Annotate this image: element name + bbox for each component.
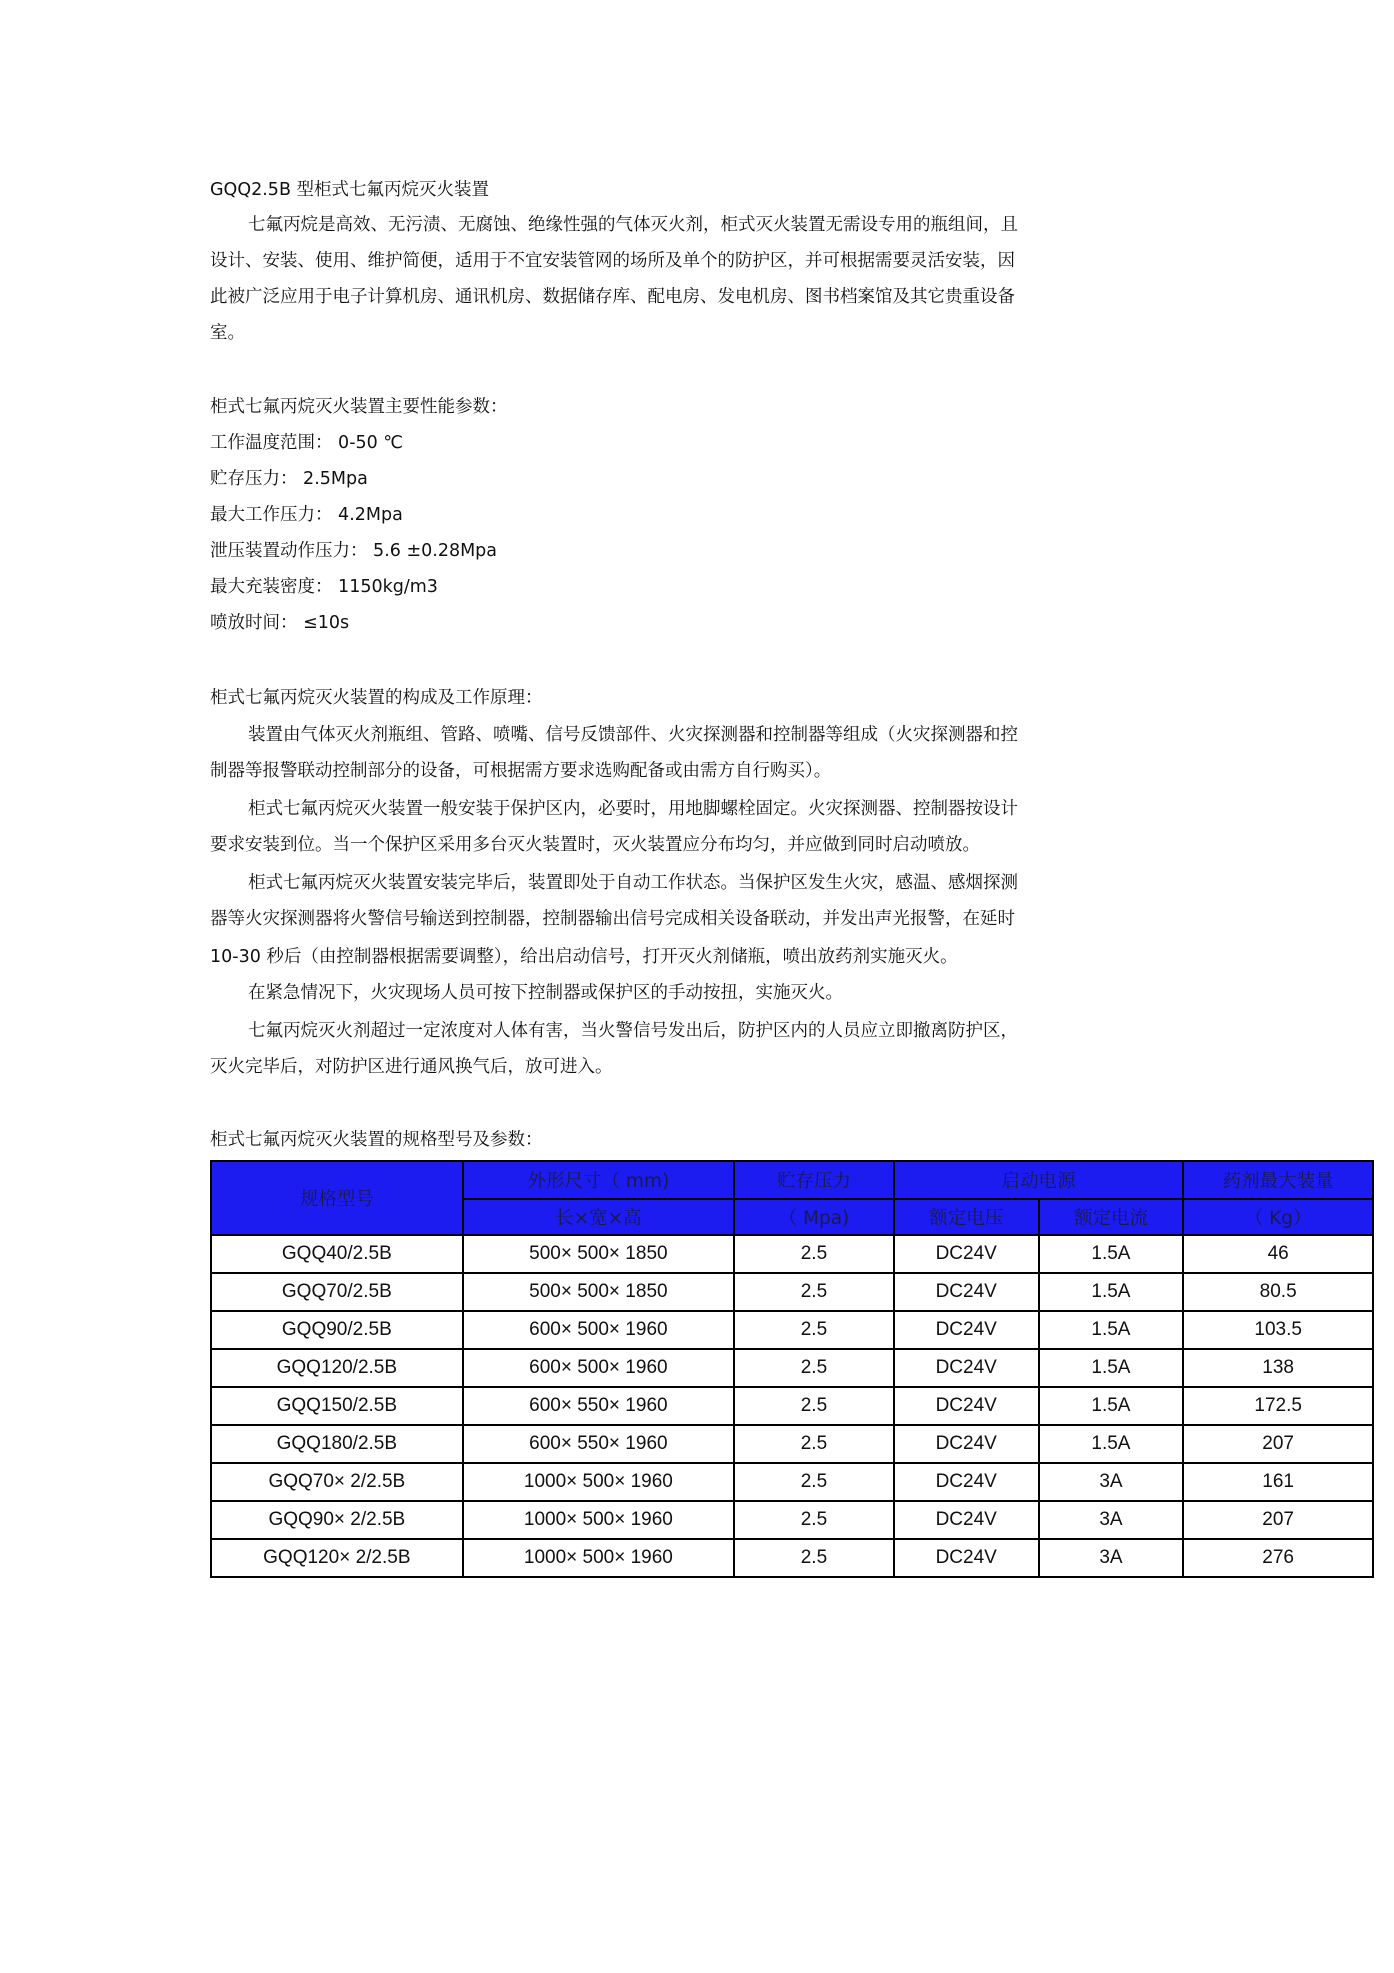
cell-pressure: 2.5 — [734, 1273, 894, 1311]
table-row — [211, 1349, 1373, 1387]
principle-line: 柜式七氟丙烷灭火装置安装完毕后，装置即处于自动工作状态。当保护区发生火灾，感温、感烟探测 — [248, 873, 1018, 893]
cell-current: 1.5A — [1039, 1273, 1184, 1311]
cell-model: GQQ70× 2/2.5B — [211, 1463, 463, 1501]
principle-line: 灭火完毕后，对防护区进行通风换气后，放可进入。 — [210, 1057, 613, 1077]
table-row — [211, 1501, 1373, 1539]
cell-size: 1000× 500× 1960 — [463, 1501, 734, 1539]
cell-size: 600× 500× 1960 — [463, 1311, 734, 1349]
principle-line: 在紧急情况下，火灾现场人员可按下控制器或保护区的手动按扭，实施灭火。 — [248, 983, 843, 1003]
cell-capacity: 80.5 — [1183, 1273, 1373, 1311]
cell-model: GQQ180/2.5B — [211, 1425, 463, 1463]
cell-current: 1.5A — [1039, 1425, 1184, 1463]
cell-size: 1000× 500× 1960 — [463, 1463, 734, 1501]
cell-current: 3A — [1039, 1501, 1184, 1539]
param-line: 工作温度范围： 0-50 ℃ — [210, 433, 403, 453]
header-pressure-unit: （ Mpa) — [734, 1199, 894, 1235]
table-header-row — [211, 1161, 1373, 1199]
cell-voltage: DC24V — [894, 1273, 1039, 1311]
cell-model: GQQ120/2.5B — [211, 1349, 463, 1387]
header-capacity-unit: （ Kg） — [1183, 1199, 1373, 1235]
cell-current: 1.5A — [1039, 1311, 1184, 1349]
document-title: GQQ2.5B 型柜式七氟丙烷灭火装置 — [210, 180, 490, 200]
param-line: 贮存压力： 2.5Mpa — [210, 469, 368, 489]
cell-pressure: 2.5 — [734, 1349, 894, 1387]
table-row — [211, 1273, 1373, 1311]
table-heading: 柜式七氟丙烷灭火装置的规格型号及参数： — [210, 1130, 543, 1150]
cell-current: 1.5A — [1039, 1387, 1184, 1425]
cell-voltage: DC24V — [894, 1235, 1039, 1273]
cell-capacity: 161 — [1183, 1463, 1373, 1501]
table-row — [211, 1425, 1373, 1463]
cell-voltage: DC24V — [894, 1425, 1039, 1463]
cell-capacity: 138 — [1183, 1349, 1373, 1387]
intro-line: 室。 — [210, 323, 245, 343]
header-current: 额定电流 — [1039, 1199, 1184, 1235]
table-row — [211, 1463, 1373, 1501]
cell-voltage: DC24V — [894, 1539, 1039, 1577]
cell-capacity: 207 — [1183, 1501, 1373, 1539]
cell-size: 500× 500× 1850 — [463, 1273, 734, 1311]
param-line: 喷放时间： ≤10s — [210, 613, 350, 633]
principle-line: 10-30 秒后（由控制器根据需要调整），给出启动信号，打开灭火剂储瓶，喷出放药剂实施灭火。 — [210, 947, 958, 967]
header-model: 规格型号 — [211, 1161, 463, 1235]
cell-model: GQQ120× 2/2.5B — [211, 1539, 463, 1577]
cell-voltage: DC24V — [894, 1463, 1039, 1501]
principle-heading: 柜式七氟丙烷灭火装置的构成及工作原理： — [210, 688, 543, 708]
cell-pressure: 2.5 — [734, 1311, 894, 1349]
cell-model: GQQ90/2.5B — [211, 1311, 463, 1349]
params-heading: 柜式七氟丙烷灭火装置主要性能参数： — [210, 397, 508, 417]
cell-current: 3A — [1039, 1539, 1184, 1577]
principle-line: 器等火灾探测器将火警信号输送到控制器，控制器输出信号完成相关设备联动，并发出声光报警，在延时 — [210, 909, 1015, 929]
cell-voltage: DC24V — [894, 1349, 1039, 1387]
principle-line: 装置由气体灭火剂瓶组、管路、喷嘴、信号反馈部件、火灾探测器和控制器等组成（火灾探测器和控 — [248, 725, 1018, 745]
cell-pressure: 2.5 — [734, 1501, 894, 1539]
cell-voltage: DC24V — [894, 1501, 1039, 1539]
cell-size: 600× 550× 1960 — [463, 1387, 734, 1425]
cell-model: GQQ40/2.5B — [211, 1235, 463, 1273]
cell-current: 3A — [1039, 1463, 1184, 1501]
header-power: 启动电源 — [894, 1161, 1184, 1199]
table-row — [211, 1235, 1373, 1273]
principle-line: 制器等报警联动控制部分的设备，可根据需方要求选购配备或由需方自行购买）。 — [210, 761, 832, 781]
table-row — [211, 1387, 1373, 1425]
intro-line: 此被广泛应用于电子计算机房、通讯机房、数据储存库、配电房、发电机房、图书档案馆及其它贵重设备 — [210, 287, 1015, 307]
cell-size: 600× 550× 1960 — [463, 1425, 734, 1463]
cell-capacity: 172.5 — [1183, 1387, 1373, 1425]
spec-table — [210, 1160, 1374, 1578]
header-size: 外形尺寸（ mm) — [463, 1161, 734, 1199]
principle-line: 柜式七氟丙烷灭火装置一般安装于保护区内，必要时，用地脚螺栓固定。火灾探测器、控制器按设计 — [248, 799, 1018, 819]
param-line: 最大工作压力： 4.2Mpa — [210, 505, 403, 525]
header-voltage: 额定电压 — [894, 1199, 1039, 1235]
cell-pressure: 2.5 — [734, 1539, 894, 1577]
cell-pressure: 2.5 — [734, 1235, 894, 1273]
cell-pressure: 2.5 — [734, 1463, 894, 1501]
cell-model: GQQ70/2.5B — [211, 1273, 463, 1311]
cell-current: 1.5A — [1039, 1235, 1184, 1273]
cell-model: GQQ150/2.5B — [211, 1387, 463, 1425]
cell-size: 600× 500× 1960 — [463, 1349, 734, 1387]
cell-model: GQQ90× 2/2.5B — [211, 1501, 463, 1539]
header-capacity: 药剂最大装量 — [1183, 1161, 1373, 1199]
intro-line: 设计、安装、使用、维护简便，适用于不宜安装管网的场所及单个的防护区，并可根据需要灵活安装，因 — [210, 251, 1015, 271]
table-row — [211, 1539, 1373, 1577]
cell-size: 500× 500× 1850 — [463, 1235, 734, 1273]
param-line: 泄压装置动作压力： 5.6 ±0.28Mpa — [210, 541, 498, 561]
cell-voltage: DC24V — [894, 1387, 1039, 1425]
principle-line: 七氟丙烷灭火剂超过一定浓度对人体有害，当火警信号发出后，防护区内的人员应立即撤离防护区， — [248, 1021, 1018, 1041]
table-row — [211, 1311, 1373, 1349]
param-line: 最大充装密度： 1150kg/m3 — [210, 577, 438, 597]
cell-voltage: DC24V — [894, 1311, 1039, 1349]
principle-line: 要求安装到位。当一个保护区采用多台灭火装置时，灭火装置应分布均匀，并应做到同时启动喷放。 — [210, 835, 980, 855]
intro-line: 七氟丙烷是高效、无污渍、无腐蚀、绝缘性强的气体灭火剂，柜式灭火装置无需设专用的瓶组间，且 — [248, 215, 1018, 235]
cell-capacity: 46 — [1183, 1235, 1373, 1273]
cell-pressure: 2.5 — [734, 1387, 894, 1425]
cell-capacity: 207 — [1183, 1425, 1373, 1463]
header-size-dims: 长×宽×高 — [463, 1199, 734, 1235]
cell-capacity: 103.5 — [1183, 1311, 1373, 1349]
cell-pressure: 2.5 — [734, 1425, 894, 1463]
cell-capacity: 276 — [1183, 1539, 1373, 1577]
header-pressure: 贮存压力 — [734, 1161, 894, 1199]
cell-size: 1000× 500× 1960 — [463, 1539, 734, 1577]
cell-current: 1.5A — [1039, 1349, 1184, 1387]
